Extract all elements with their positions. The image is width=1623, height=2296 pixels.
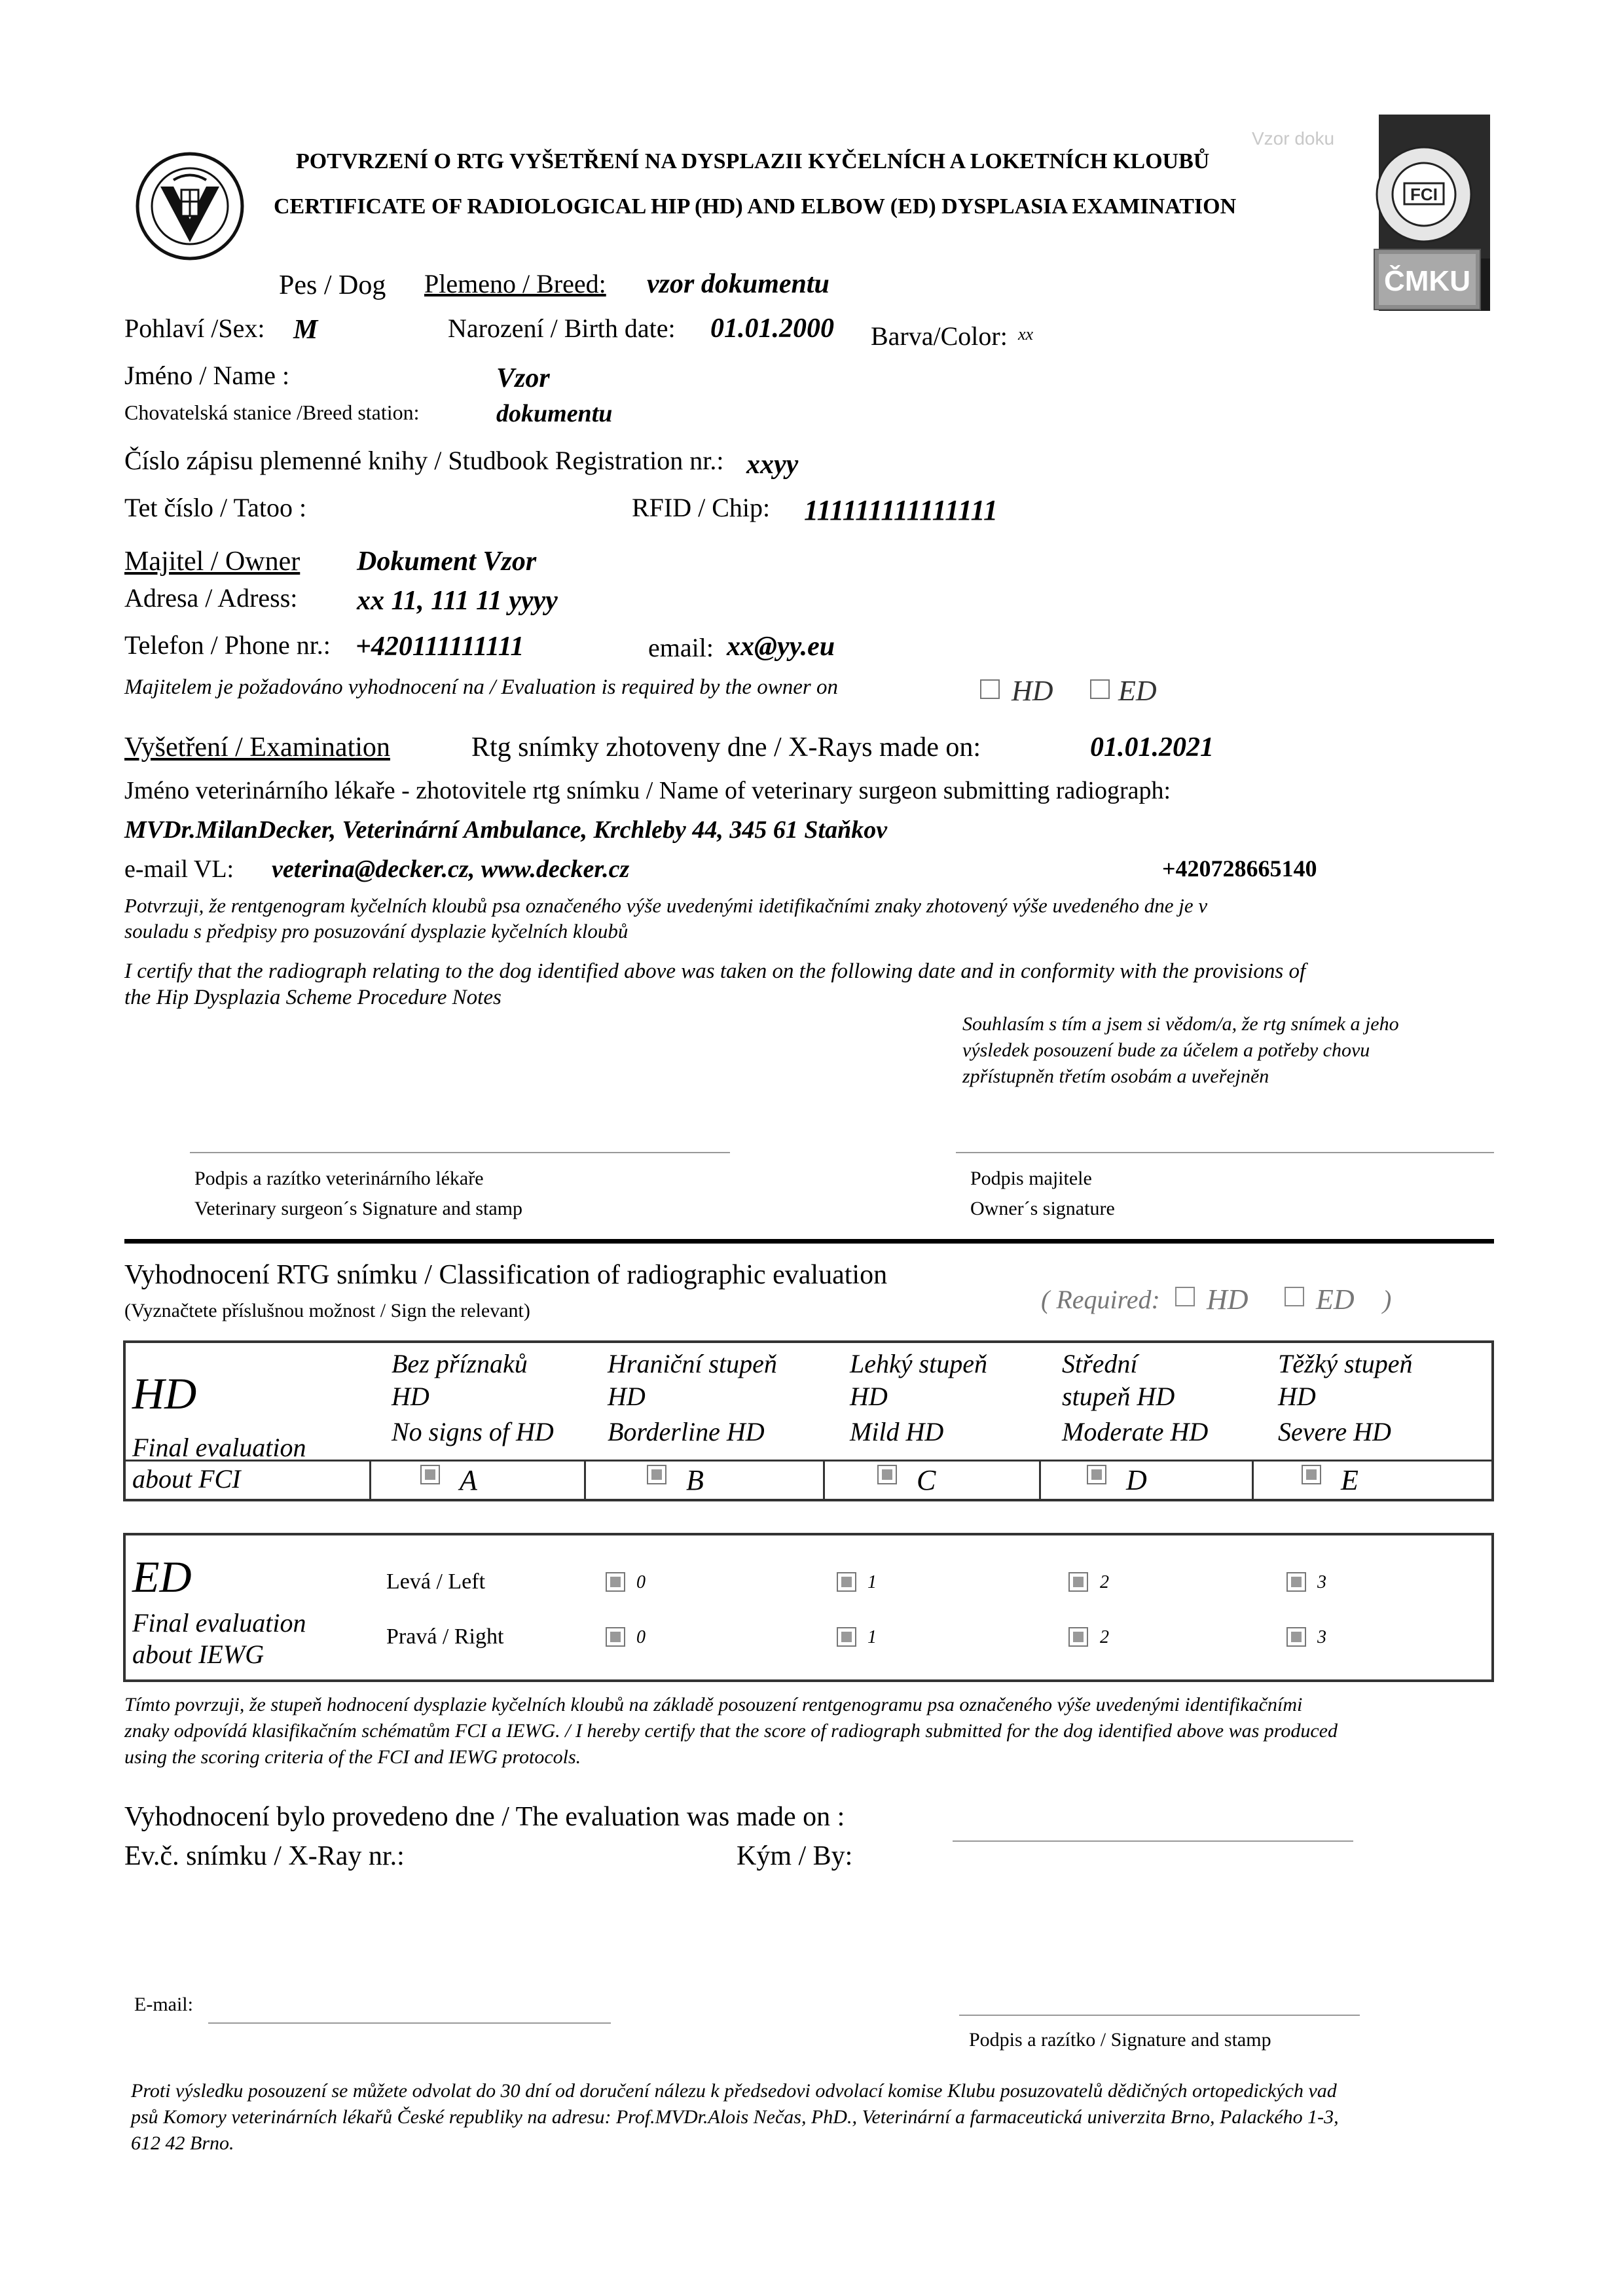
- ed-right-0-checkbox[interactable]: [606, 1627, 625, 1647]
- required-ed-label: ED: [1316, 1283, 1355, 1316]
- vet-label: Jméno veterinárního lékaře - zhotovitele rtg snímku / Name of veterinary surgeon submitting radiograph:: [124, 777, 1171, 804]
- vet-signature-line[interactable]: [190, 1152, 730, 1153]
- hd-col-a-l2: HD: [392, 1382, 429, 1411]
- hd-col-e-l3: Severe HD: [1278, 1417, 1391, 1446]
- birth-value: 01.01.2000: [710, 314, 834, 344]
- eval-signature-label: Podpis a razítko / Signature and stamp: [969, 2029, 1271, 2051]
- owner-signature-line[interactable]: [956, 1152, 1494, 1153]
- eval-certify-2: znaky odpovídá klasifikačním schématům FCI a IEWG. / I hereby certify that the score of radiograph submitted for the dog identified above was produced: [124, 1720, 1338, 1742]
- consent-3: zpřístupněn třetím osobám a uveřejněn: [962, 1066, 1269, 1087]
- certify-cz-2: souladu s předpisy pro posuzování dysplazie kyčelních kloubů: [124, 920, 629, 942]
- ed-final-2: about IEWG: [132, 1640, 264, 1669]
- name-label: Jméno / Name :: [124, 361, 290, 390]
- hd-col-d-l2: stupeň HD: [1062, 1382, 1175, 1411]
- club-logo: [134, 151, 246, 262]
- station-label: Chovatelská stanice /Breed station:: [124, 401, 420, 424]
- section-divider: [124, 1239, 1494, 1244]
- ed-left-2-label: 2: [1100, 1572, 1109, 1592]
- name-value: Vzor: [496, 363, 550, 393]
- hd-grade-d-label: D: [1126, 1464, 1147, 1496]
- ed-right-3-checkbox[interactable]: [1286, 1627, 1306, 1647]
- consent-2: výsledek posouzení bude za účelem a potřeby chovu: [962, 1039, 1370, 1061]
- ed-right-1-label: 1: [867, 1627, 877, 1647]
- evaluation-date-line[interactable]: [953, 1840, 1353, 1842]
- hd-grade-b-label: B: [686, 1464, 704, 1496]
- cmku-logo: [1374, 249, 1481, 310]
- ed-left-0-checkbox[interactable]: [606, 1572, 625, 1592]
- ed-left-1-checkbox[interactable]: [837, 1572, 856, 1592]
- hd-col-a-l1: Bez příznaků: [392, 1349, 528, 1378]
- hd-grade-e-label: E: [1341, 1464, 1359, 1496]
- ed-table: [123, 1533, 1494, 1682]
- cmku-logo-text: ČMKU: [1384, 265, 1470, 297]
- exam-label: Vyšetření / Examination: [124, 732, 390, 762]
- vet-signature-label-cz: Podpis a razítko veterinárního lékaře: [194, 1168, 484, 1189]
- email-value: xx@yy.eu: [727, 632, 835, 662]
- hd-col-b-l3: Borderline HD: [608, 1417, 765, 1446]
- ed-right-2-label: 2: [1100, 1627, 1109, 1647]
- rfid-label: RFID / Chip:: [632, 493, 771, 522]
- required-hd-checkbox[interactable]: [1175, 1287, 1195, 1306]
- hd-col-c-l3: Mild HD: [850, 1417, 944, 1446]
- eval-email-label: E-mail:: [134, 1994, 193, 2015]
- hd-grade-d-checkbox[interactable]: [1087, 1465, 1106, 1484]
- address-value: xx 11, 111 11 yyyy: [357, 586, 558, 616]
- owner-ed-checkbox[interactable]: [1090, 679, 1110, 699]
- ed-left-3-checkbox[interactable]: [1286, 1572, 1306, 1592]
- ed-left-2-checkbox[interactable]: [1068, 1572, 1088, 1592]
- xray-label: Rtg snímky zhotoveny dne / X-Rays made on:: [471, 732, 981, 762]
- required-hd-label: HD: [1207, 1283, 1249, 1316]
- hd-grade-b-checkbox[interactable]: [647, 1465, 666, 1484]
- owner-label: Majitel / Owner: [124, 547, 301, 577]
- hd-grade-c-checkbox[interactable]: [877, 1465, 897, 1484]
- hd-grade-a-checkbox[interactable]: [420, 1465, 440, 1484]
- dog-label: Pes / Dog: [279, 270, 386, 300]
- hd-grade-c-label: C: [917, 1464, 936, 1496]
- watermark: Vzor doku: [1252, 128, 1335, 149]
- hd-final-1: Final evaluation: [132, 1433, 306, 1462]
- ed-table-heading: ED: [132, 1552, 192, 1602]
- studbook-label: Číslo zápisu plemenné knihy / Studbook Registration nr.:: [124, 446, 724, 475]
- phone-value: +420111111111: [356, 632, 524, 662]
- fci-logo-text: FCI: [1410, 185, 1438, 204]
- breed-label: Plemeno / Breed:: [424, 269, 606, 298]
- station-value: dokumentu: [496, 400, 613, 427]
- rfid-value: 111111111111111: [804, 494, 998, 526]
- owner-signature-label-en: Owner´s signature: [970, 1198, 1115, 1219]
- evaluation-subtitle: (Vyznačtete příslušnou možnost / Sign the relevant): [124, 1300, 530, 1321]
- vet-email-label: e-mail VL:: [124, 855, 234, 883]
- eval-signature-line[interactable]: [959, 2015, 1360, 2016]
- hd-grade-e-checkbox[interactable]: [1302, 1465, 1321, 1484]
- color-label: Barva/Color:: [871, 321, 1008, 351]
- owner-hd-label: HD: [1012, 675, 1053, 707]
- hd-final-2: about FCI: [132, 1464, 241, 1494]
- hd-table-heading: HD: [132, 1369, 197, 1418]
- title-en: CERTIFICATE OF RADIOLOGICAL HIP (HD) AND ELBOW (ED) DYSPLASIA EXAMINATION: [274, 194, 1237, 219]
- eval-email-line[interactable]: [208, 2022, 611, 2024]
- tattoo-label: Tet číslo / Tatoo :: [124, 493, 307, 522]
- owner-hd-checkbox[interactable]: [980, 679, 1000, 699]
- studbook-value: xxyy: [746, 450, 799, 480]
- hd-col-c-l1: Lehký stupeň: [850, 1349, 987, 1378]
- hd-col-d-l1: Střední: [1062, 1349, 1138, 1378]
- owner-value: Dokument Vzor: [357, 547, 537, 577]
- owner-signature-label-cz: Podpis majitele: [970, 1168, 1092, 1189]
- ed-left-label: Levá / Left: [386, 1570, 486, 1594]
- xray-value: 01.01.2021: [1090, 732, 1214, 762]
- ed-left-0-label: 0: [636, 1572, 646, 1592]
- footer-line-2: psů Komory veterinárních lékařů České republiky na adresu: Prof.MVDr.Alois Nečas, PhD., Veterinární a farmaceutická univerzita Brno, Palackého 1-3,: [131, 2106, 1339, 2128]
- eval-certify-1: Tímto povrzuji, že stupeň hodnocení dysplazie kyčelních kloubů na základě posouzení rentgenogramu psa označeného výše uvedenými identifikačními: [124, 1694, 1303, 1715]
- eval-certify-3: using the scoring criteria of the FCI and IEWG protocols.: [124, 1746, 581, 1768]
- hd-col-e-l1: Těžký stupeň: [1278, 1349, 1413, 1378]
- hd-col-b-l2: HD: [608, 1382, 646, 1411]
- breed-value: vzor dokumentu: [647, 269, 830, 299]
- required-label: ( Required:: [1041, 1285, 1160, 1314]
- vet-phone-value: +420728665140: [1162, 855, 1317, 882]
- ed-right-2-checkbox[interactable]: [1068, 1627, 1088, 1647]
- vet-signature-label-en: Veterinary surgeon´s Signature and stamp: [194, 1198, 522, 1219]
- address-label: Adresa / Adress:: [124, 583, 298, 613]
- email-label: email:: [648, 633, 714, 662]
- hd-col-d-l3: Moderate HD: [1062, 1417, 1209, 1446]
- certify-en-2: the Hip Dysplazia Scheme Procedure Notes: [124, 986, 501, 1009]
- ed-left-1-label: 1: [867, 1572, 877, 1592]
- birth-label: Narození / Birth date:: [448, 314, 676, 343]
- title-cz: POTVRZENÍ O RTG VYŠETŘENÍ NA DYSPLAZII KYČELNÍCH A LOKETNÍCH KLOUBŮ: [296, 149, 1210, 173]
- certify-en-1: I certify that the radiograph relating to the dog identified above was taken on the following date and in conformity with the provisions of: [124, 960, 1306, 983]
- fci-logo: [1375, 145, 1473, 243]
- color-value: xx: [1018, 325, 1034, 344]
- hd-col-b-l1: Hraniční stupeň: [608, 1349, 777, 1378]
- sex-value: M: [293, 315, 318, 345]
- certify-cz-1: Potvrzuji, že rentgenogram kyčelních kloubů psa označeného výše uvedenými idetifikačními znaky zhotovený výše uvedeného dne je v: [124, 894, 1208, 917]
- hd-col-a-l3: No signs of HD: [392, 1417, 554, 1446]
- evaluation-title: Vyhodnocení RTG snímku / Classification of radiographic evaluation: [124, 1260, 888, 1290]
- xray-nr-label: Ev.č. snímku / X-Ray nr.:: [124, 1841, 405, 1871]
- sex-label: Pohlaví /Sex:: [124, 314, 265, 343]
- owner-ed-label: ED: [1118, 675, 1157, 707]
- vet-value: MVDr.MilanDecker, Veterinární Ambulance, Krchleby 44, 345 61 Staňkov: [124, 816, 888, 844]
- ed-right-label: Pravá / Right: [386, 1624, 504, 1649]
- footer-line-1: Proti výsledku posouzení se můžete odvolat do 30 dní od doručení nálezu k předsedovi odvolací komise Klubu posuzovatelů dědičných ortopedických vad: [131, 2080, 1337, 2102]
- ed-final-1: Final evaluation: [132, 1608, 306, 1638]
- required-close: ): [1383, 1285, 1392, 1314]
- hd-col-e-l2: HD: [1278, 1382, 1316, 1411]
- footer-line-3: 612 42 Brno.: [131, 2132, 234, 2154]
- ed-right-3-label: 3: [1317, 1627, 1326, 1647]
- ed-right-0-label: 0: [636, 1627, 646, 1647]
- hd-col-c-l2: HD: [850, 1382, 888, 1411]
- vet-email-value: veterina@decker.cz, www.decker.cz: [272, 855, 630, 883]
- owner-required-text: Majitelem je požadováno vyhodnocení na / Evaluation is required by the owner on: [124, 675, 838, 699]
- consent-1: Souhlasím s tím a jsem si vědom/a, že rtg snímek a jeho: [962, 1013, 1399, 1035]
- required-ed-checkbox[interactable]: [1285, 1287, 1304, 1306]
- by-label: Kým / By:: [737, 1841, 853, 1871]
- ed-left-3-label: 3: [1317, 1572, 1326, 1592]
- evaluation-made-on: Vyhodnocení bylo provedeno dne / The evaluation was made on :: [124, 1802, 845, 1832]
- ed-right-1-checkbox[interactable]: [837, 1627, 856, 1647]
- hd-grade-a-label: A: [460, 1464, 477, 1496]
- phone-label: Telefon / Phone nr.:: [124, 630, 331, 660]
